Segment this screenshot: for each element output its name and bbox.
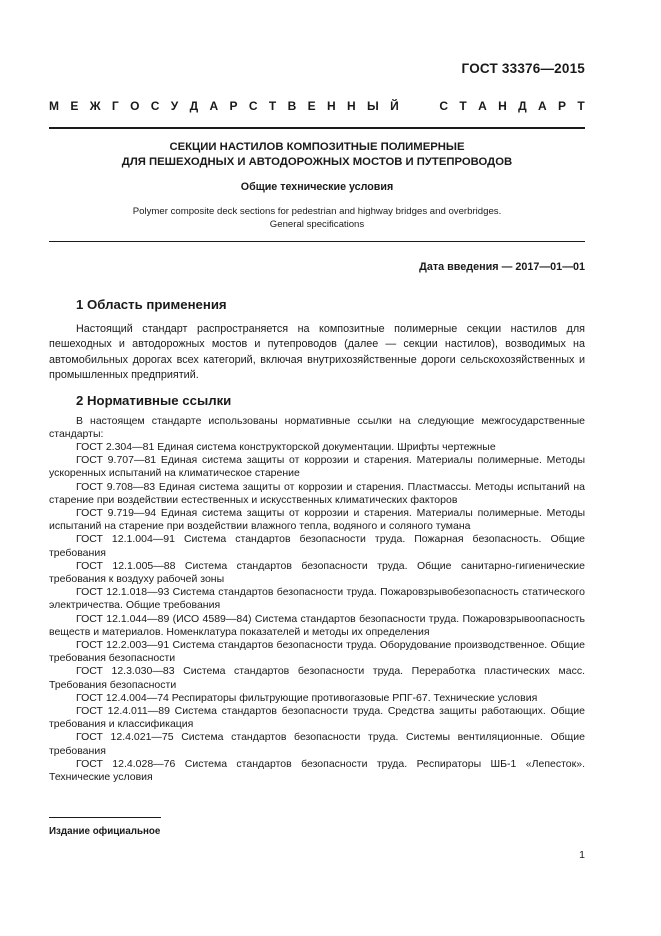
section-2-intro-text: В настоящем стандарте использованы нормативные ссылки на следующие межгосударственные стандарты: [49, 415, 585, 441]
banner-letter: Н [346, 99, 356, 113]
reference-item: ГОСТ 12.4.028—76 Система стандартов безопасности труда. Респираторы ШБ-1 «Лепесток». Технические условия [49, 757, 585, 784]
document-subtitle: Общие технические условия [240, 181, 394, 193]
english-title [49, 205, 585, 231]
banner-letter: Т [459, 99, 467, 113]
banner-letter: С [439, 99, 449, 113]
banner-letter: Р [229, 99, 238, 113]
section-1-paragraph [49, 322, 585, 384]
section-2-heading: 2 Нормативные ссылки [76, 393, 232, 408]
reference-item: ГОСТ 12.1.004—91 Система стандартов безопасности труда. Пожарная безопасность. Общие требования [49, 533, 585, 559]
page-number: 1 [579, 849, 585, 861]
banner-letter: Д [189, 99, 199, 113]
banner-letter: Ж [89, 99, 101, 113]
official-edition-note: Издание официальное [49, 826, 161, 837]
reference-item: ГОСТ 12.4.004—74 Респираторы фильтрующие противогазовые РПГ-67. Технические условия [76, 691, 538, 704]
header-rule [49, 127, 585, 129]
banner-letter: С [150, 99, 160, 113]
normative-references-list [49, 441, 585, 784]
banner-letter: Р [558, 99, 567, 113]
reference-item: ГОСТ 9.708—83 Единая система защиты от коррозии и старения. Пластмассы. Методы испытаний на старение при воздействии естественных и искусственных климатических факторов [49, 480, 585, 506]
title-rule [49, 241, 585, 242]
section-2-intro [49, 415, 585, 441]
title-line-1: СЕКЦИИ НАСТИЛОВ КОМПОЗИТНЫЕ ПОЛИМЕРНЫЕ [169, 141, 465, 153]
reference-item: ГОСТ 2.304—81 Единая система конструкторской документации. Шрифты чертежные [76, 441, 496, 453]
banner-letter: А [538, 99, 547, 113]
banner-letter: Д [518, 99, 527, 113]
banner-letter: Е [70, 99, 79, 113]
section-1-text: Настоящий стандарт распространяется на композитные полимерные секции настилов для пешеходных и автодорожных мостов и путепроводов (далее — секции настилов), возводимых на автомобильных дорогах всех категорий, включая внутрихозяйственные дороги сельскохозяйственных и промышленных предприятий. [49, 323, 585, 382]
banner-letter: М [49, 99, 59, 113]
banner-letter: О [130, 99, 140, 113]
document-code: ГОСТ 33376—2015 [461, 61, 585, 76]
reference-item: ГОСТ 9.707—81 Единая система защиты от коррозии и старения. Материалы полимерные. Методы ускоренных испытаний на климатическое старение [49, 454, 585, 480]
banner-letter: С [248, 99, 258, 113]
section-1-heading: 1 Область применения [76, 297, 227, 312]
reference-item: ГОСТ 12.1.044—89 (ИСО 4589—84) Система стандартов безопасности труда. Пожаровзрывоопасность веществ и материалов. Номенклатура показателей и методы их определения [49, 612, 585, 638]
word-gap [410, 99, 428, 113]
reference-item: ГОСТ 12.2.003—91 Система стандартов безопасности труда. Оборудование производственное. Общие требования безопасности [49, 639, 585, 665]
reference-item: ГОСТ 12.1.005—88 Система стандартов безопасности труда. Общие санитарно-гигиенические требования к воздуху рабочей зоны [49, 559, 585, 586]
banner-letter: Т [577, 99, 585, 113]
introduction-date: Дата введения — 2017—01—01 [419, 261, 585, 273]
banner-letter: У [170, 99, 179, 113]
document-title [49, 140, 585, 170]
interstate-standard-banner [49, 99, 585, 113]
reference-item: ГОСТ 12.1.018—93 Система стандартов безопасности труда. Пожаровзрывобезопасность статического электричества. Общие требования [49, 586, 585, 612]
banner-letter: А [209, 99, 219, 113]
banner-letter: Т [268, 99, 277, 113]
banner-letter: Й [390, 99, 399, 113]
reference-item: ГОСТ 12.4.011—89 Система стандартов безопасности труда. Средства защиты работающих. Общие требования и классификация [49, 705, 585, 731]
banner-letter: Ы [366, 99, 379, 113]
banner-letter: Н [326, 99, 336, 113]
banner-letter: Н [498, 99, 507, 113]
reference-item: ГОСТ 9.719—94 Единая система защиты от коррозии и старения. Материалы полимерные. Методы испытаний на старение при воздействии влажного тепла, водяного и соляного тумана [49, 507, 585, 533]
banner-letter: А [478, 99, 487, 113]
banner-letter: В [287, 99, 297, 113]
reference-item: ГОСТ 12.3.030—83 Система стандартов безопасности труда. Переработка пластических масс. Требования безопасности [49, 665, 585, 691]
footer-rule [49, 817, 161, 818]
reference-item: ГОСТ 12.4.021—75 Система стандартов безопасности труда. Системы вентиляционные. Общие требования [49, 731, 585, 757]
title-line-2: ДЛЯ ПЕШЕХОДНЫХ И АВТОДОРОЖНЫХ МОСТОВ И ПУТЕПРОВОДОВ [121, 156, 513, 168]
english-title-line-2: General specifications [269, 219, 365, 230]
banner-letter: Е [307, 99, 316, 113]
banner-letter: Г [111, 99, 119, 113]
english-title-line-1: Polymer composite deck sections for pedestrian and highway bridges and overbridges. [132, 206, 502, 217]
